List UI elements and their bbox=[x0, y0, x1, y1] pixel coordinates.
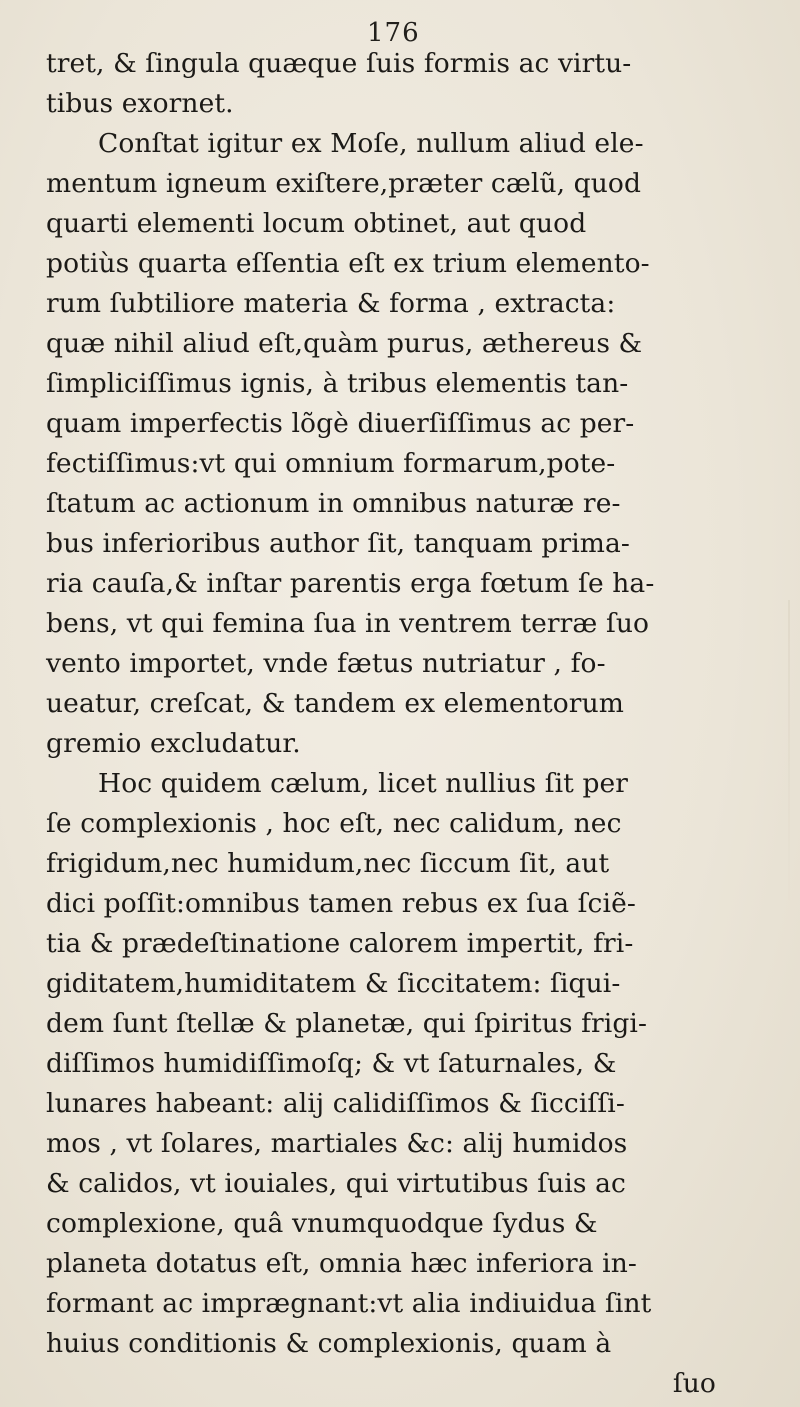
text-line: ſe complexionis , hoc eſt, nec calidum, nec bbox=[46, 808, 622, 839]
text-line: vento importet, vnde fætus nutriatur , fo- bbox=[46, 648, 606, 679]
text-line: ria cauſa,& inſtar parentis erga fœtum ſe ha- bbox=[46, 568, 655, 599]
text-line: ſtatum ac actionum in omnibus naturæ re- bbox=[46, 488, 621, 519]
text-line: quam imperfectis lõgè diuerſiſſimus ac per- bbox=[46, 408, 635, 439]
page-edge-shadow bbox=[788, 600, 790, 900]
text-line: complexione, quâ vnumquodque ſydus & bbox=[46, 1208, 598, 1239]
text-line: lunares habeant: alij calidiſſimos & ſicciſſi- bbox=[46, 1088, 625, 1119]
text-line: potiùs quarta eſſentia eſt ex trium elemento- bbox=[46, 248, 650, 279]
text-line: fectiſſimus:vt qui omnium formarum,pote- bbox=[46, 448, 616, 479]
text-line: tia & prædeſtinatione calorem impertit, fri- bbox=[46, 928, 634, 959]
text-line: & calidos, vt iouiales, qui virtutibus ſuis ac bbox=[46, 1168, 626, 1199]
text-line: bens, vt qui femina ſua in ventrem terræ ſuo bbox=[46, 608, 650, 639]
text-line: ſimpliciſſimus ignis, à tribus elementis tan- bbox=[46, 368, 629, 399]
text-line: tibus exornet. bbox=[46, 88, 234, 119]
text-line: huius conditionis & complexionis, quam à bbox=[46, 1328, 612, 1359]
text-line: giditatem,humiditatem & ſiccitatem: ſiqui- bbox=[46, 968, 621, 999]
text-line: diſſimos humidiſſimoſq; & vt ſaturnales, & bbox=[46, 1048, 617, 1079]
text-line: bus inferioribus author ſit, tanquam prima- bbox=[46, 528, 630, 559]
text-line: mentum igneum exiſtere,præter cælũ, quod bbox=[46, 168, 642, 199]
text-line: ueatur, creſcat, & tandem ex elementorum bbox=[46, 688, 624, 719]
paragraph-start-line: Conſtat igitur ex Moſe, nullum aliud ele- bbox=[98, 128, 644, 159]
text-line: quæ nihil aliud eſt,quàm purus, æthereus & bbox=[46, 328, 643, 359]
paragraph-start-line: Hoc quidem cælum, licet nullius ſit per bbox=[98, 768, 629, 799]
text-line: rum ſubtiliore materia & forma , extracta: bbox=[46, 288, 616, 319]
text-line: planeta dotatus eſt, omnia hæc inferiora in- bbox=[46, 1248, 637, 1279]
text-line: dem ſunt ſtellæ & planetæ, qui ſpiritus frigi- bbox=[46, 1008, 648, 1039]
text-line: formant ac imprægnant:vt alia indiuidua ſint bbox=[46, 1288, 652, 1319]
text-line: tret, & ſingula quæque ſuis formis ac virtu- bbox=[46, 48, 632, 79]
page-number: 176 bbox=[367, 18, 420, 48]
text-line: quarti elementi locum obtinet, aut quod bbox=[46, 208, 587, 239]
catchword: ſuo bbox=[672, 1368, 716, 1399]
text-line: dici poſſit:omnibus tamen rebus ex ſua ſciẽ- bbox=[46, 888, 636, 919]
body-text bbox=[46, 44, 776, 1404]
text-line: frigidum,nec humidum,nec ſiccum ſit, aut bbox=[46, 848, 610, 879]
text-line: gremio excludatur. bbox=[46, 728, 301, 759]
text-line: mos , vt ſolares, martiales &c: alij humidos bbox=[46, 1128, 628, 1159]
